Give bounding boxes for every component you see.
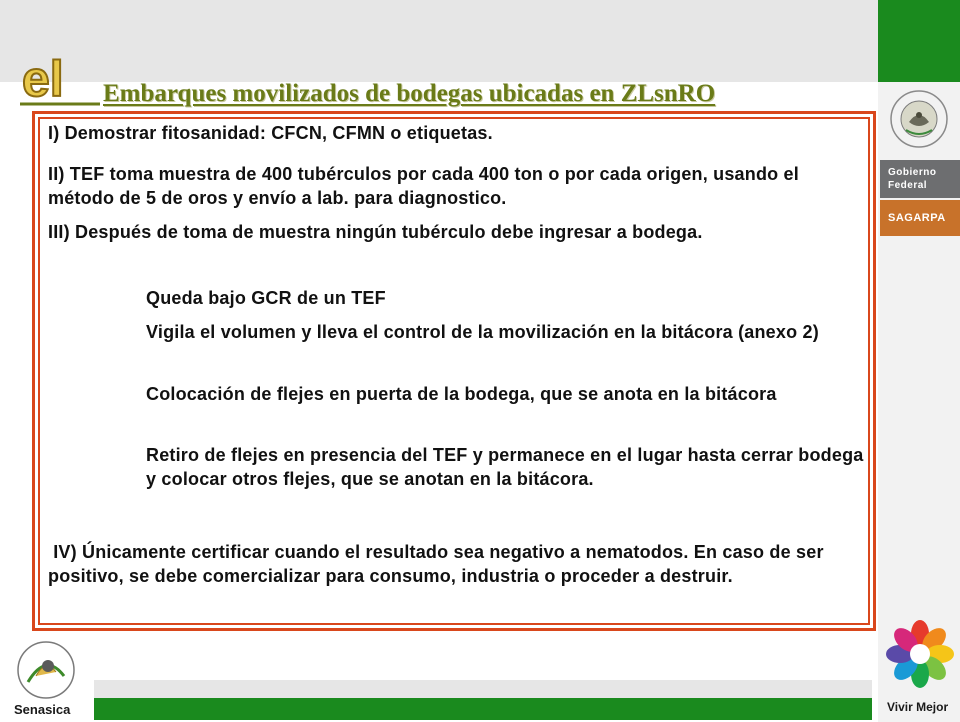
sub-item-1: Queda bajo GCR de un TEF bbox=[146, 288, 386, 308]
mexico-seal-icon bbox=[884, 84, 954, 154]
item-2: II) TEF toma muestra de 400 tubérculos por cada 400 ton o por cada origen, usando el método de 5 de oros y envío a lab. para diagnostico. bbox=[48, 164, 799, 208]
sub-item-4: Retiro de flejes en presencia del TEF y permanece en el lugar hasta cerrar bodega y colocar otros flejes, que se anotan en la bitácora. bbox=[146, 445, 864, 489]
el-logo-icon bbox=[18, 52, 104, 108]
item-4: IV) Únicamente certificar cuando el resultado sea negativo a nematodos. En caso de ser positivo, se debe comercializar para consumo, industria o proceder a destruir. bbox=[48, 542, 829, 586]
sub-item-2: Vigila el volumen y lleva el control de la movilización en la bitácora (anexo 2) bbox=[146, 322, 819, 342]
senasica-label: Senasica bbox=[14, 702, 71, 717]
el-logo-text: el bbox=[22, 52, 64, 107]
sagarpa-label: SAGARPA bbox=[888, 212, 946, 224]
gov-line-1: Gobierno bbox=[888, 167, 937, 178]
footer-green-bar bbox=[94, 698, 872, 720]
page-title: Embarques movilizados de bodegas ubicadas en ZLsnRO bbox=[103, 80, 716, 107]
header-band bbox=[0, 0, 878, 82]
gov-line-2: Federal bbox=[888, 180, 928, 191]
item-1: I) Demostrar fitosanidad: CFCN, CFMN o etiquetas. bbox=[48, 123, 493, 143]
vivir-mejor-flower-icon bbox=[884, 618, 956, 690]
vivir-mejor-label: Vivir Mejor bbox=[887, 700, 949, 714]
sagarpa-badge bbox=[880, 200, 960, 236]
item-3: III) Después de toma de muestra ningún tubérculo debe ingresar a bodega. bbox=[48, 222, 703, 242]
gobierno-federal-badge bbox=[880, 160, 960, 198]
sub-item-3: Colocación de flejes en puerta de la bodega, que se anota en la bitácora bbox=[146, 384, 777, 404]
footer-grey-bar bbox=[94, 680, 872, 698]
right-panel-green-block bbox=[878, 0, 960, 82]
